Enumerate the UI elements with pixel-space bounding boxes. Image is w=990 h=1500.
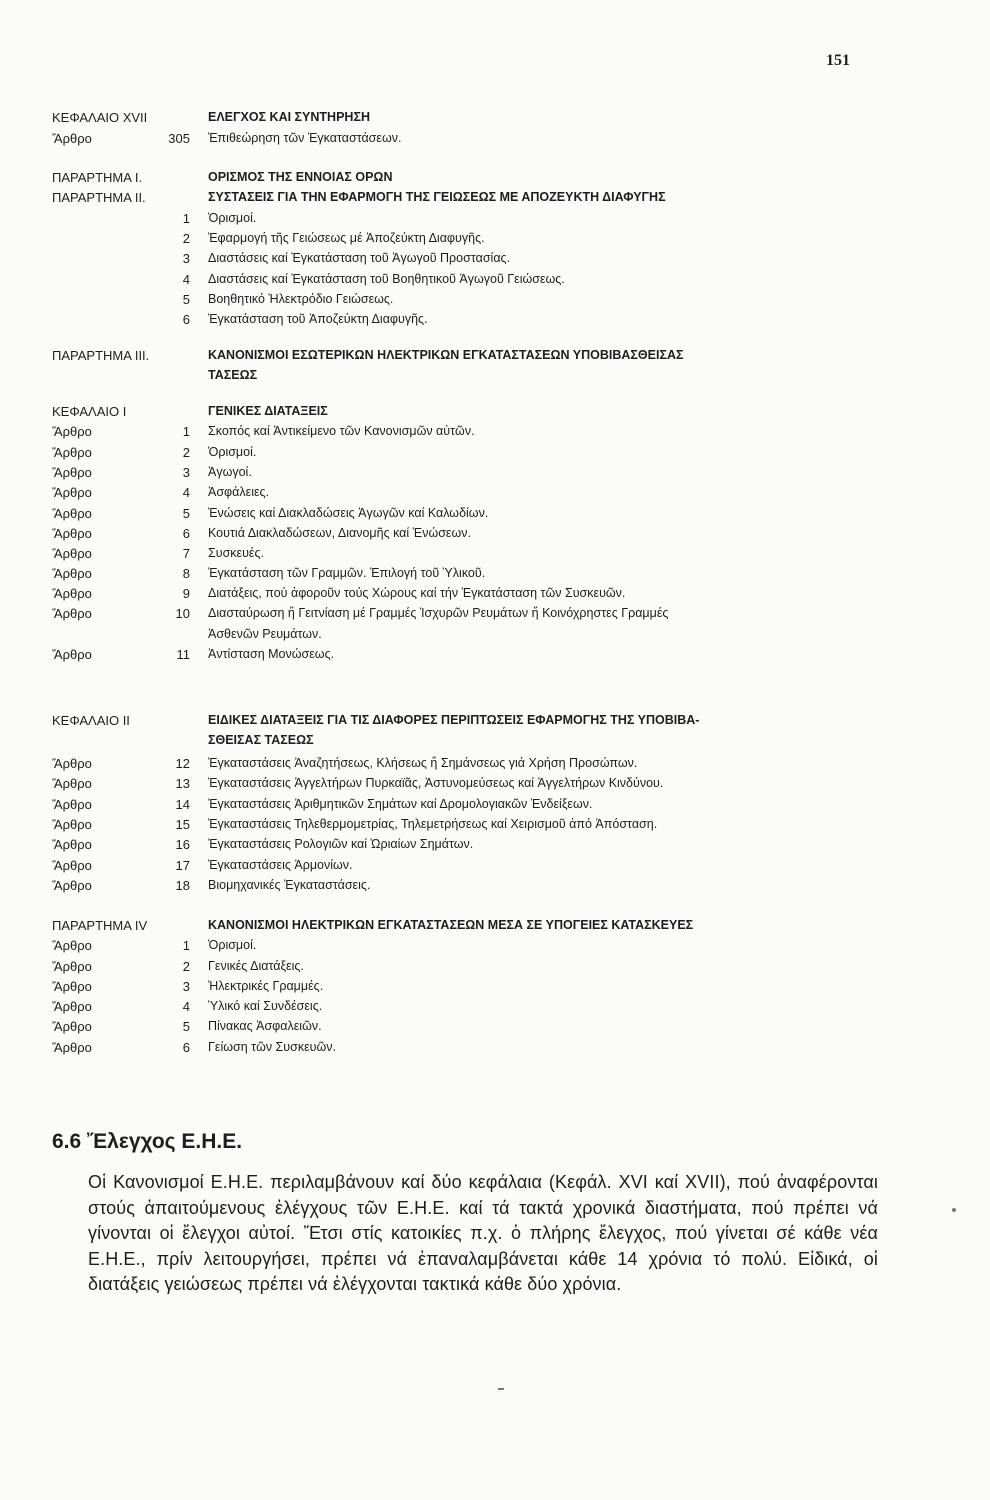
- toc-label: Ἄρθρο: [52, 647, 92, 662]
- toc-number: 2: [182, 959, 190, 974]
- toc-number: 13: [175, 776, 190, 791]
- toc-number: 16: [175, 837, 190, 852]
- toc-title: Διαστάσεις καί Ἐγκατάσταση τοῦ Βοηθητικοῦ Ἀγωγοῦ Γειώσεως.: [208, 272, 565, 286]
- toc-label: Ἄρθρο: [52, 979, 92, 994]
- toc-title: Ὁρισμοί.: [208, 445, 257, 459]
- toc-label: Ἄρθρο: [52, 776, 92, 791]
- toc-label: Ἄρθρο: [52, 606, 92, 621]
- toc-label: Ἄρθρο: [52, 756, 92, 771]
- toc-number: 3: [182, 465, 190, 480]
- toc-title: Συσκευές.: [208, 546, 265, 560]
- toc-title: Ἐγκαταστάσεις Ρολογιῶν καί Ὡριαίων Σημάτων.: [208, 837, 474, 851]
- toc-title: Ἐφαρμογή τῆς Γειώσεως μέ Ἀποζεύκτη Διαφυγῆς.: [208, 231, 485, 245]
- toc-label: Ἄρθρο: [52, 506, 92, 521]
- toc-title: Ἐγκαταστάσεις Ἀναζητήσεως, Κλήσεως ἤ Σημάνσεως γιά Χρήση Προσώπων.: [208, 756, 638, 770]
- toc-title: Διασταύρωση ἤ Γειτνίαση μέ Γραμμές Ἰσχυρῶν Ρευμάτων ἤ Κοινόχρηστες Γραμμές: [208, 606, 669, 620]
- toc-number: 12: [175, 756, 190, 771]
- toc-title: Ἀγωγοί.: [208, 465, 252, 479]
- toc-title: ΤΑΣΕΩΣ: [208, 368, 258, 382]
- toc-title: Βιομηχανικές Ἐγκαταστάσεις.: [208, 878, 371, 892]
- toc-title: Ἐγκαταστάσεις Ἀρμονίων.: [208, 858, 353, 872]
- toc-title: Διαστάσεις καί Ἐγκατάσταση τοῦ Ἀγωγοῦ Προστασίας.: [208, 251, 511, 265]
- margin-dot: [952, 1208, 956, 1212]
- toc-label: Ἄρθρο: [52, 546, 92, 561]
- section-heading: 6.6 Ἔλεγχος Ε.Η.Ε.: [52, 1130, 243, 1153]
- page-number: 151: [826, 52, 850, 69]
- toc-label: Ἄρθρο: [52, 445, 92, 460]
- toc-number: 3: [182, 979, 190, 994]
- toc-title: Γείωση τῶν Συσκευῶν.: [208, 1040, 336, 1054]
- toc-label: Ἄρθρο: [52, 424, 92, 439]
- toc-title: Διατάξεις, πού ἀφοροῦν τούς Χώρους καί τήν Ἐγκατάσταση τῶν Συσκευῶν.: [208, 586, 626, 600]
- toc-number: 10: [175, 606, 190, 621]
- toc-title: Ἐνώσεις καί Διακλαδώσεις Ἀγωγῶν καί Καλωδίων.: [208, 506, 489, 520]
- toc-number: 4: [182, 999, 190, 1014]
- toc-number: 1: [182, 211, 190, 226]
- toc-label: ΠΑΡΑΡΤΗΜΑ IV: [52, 918, 148, 933]
- toc-label: Ἄρθρο: [52, 878, 92, 893]
- toc-title: ΕΙΔΙΚΕΣ ΔΙΑΤΑΞΕΙΣ ΓΙΑ ΤΙΣ ΔΙΑΦΟΡΕΣ ΠΕΡΙΠΤΩΣΕΙΣ ΕΦΑΡΜΟΓΗΣ ΤΗΣ ΥΠΟΒΙΒΑ-: [208, 713, 700, 727]
- toc-number: 4: [182, 485, 190, 500]
- toc-label: Ἄρθρο: [52, 1019, 92, 1034]
- toc-title: Ἐγκαταστάσεις Ἀριθμητικῶν Σημάτων καί Δρομολογιακῶν Ἐνδείξεων.: [208, 797, 593, 811]
- toc-title: Σκοπός καί Ἀντικείμενο τῶν Κανονισμῶν αὐτῶν.: [208, 424, 475, 438]
- toc-title: ΓΕΝΙΚΕΣ ΔΙΑΤΑΞΕΙΣ: [208, 404, 328, 418]
- toc-number: 1: [182, 424, 190, 439]
- toc-number: 8: [182, 566, 190, 581]
- toc-number: 6: [182, 312, 190, 327]
- toc-title: Ἀσθενῶν Ρευμάτων.: [208, 627, 322, 641]
- toc-title: ΟΡΙΣΜΟΣ ΤΗΣ ΕΝΝΟΙΑΣ ΟΡΩΝ: [208, 170, 393, 184]
- toc-number: 11: [176, 647, 190, 662]
- toc-label: Ἄρθρο: [52, 1040, 92, 1055]
- toc-title: Ἀσφάλειες.: [208, 485, 270, 499]
- toc-title: Ἠλεκτρικές Γραμμές.: [208, 979, 324, 993]
- toc-label: Ἄρθρο: [52, 566, 92, 581]
- toc-label: Ἄρθρο: [52, 837, 92, 852]
- section-paragraph: Οἱ Κανονισμοί Ε.Η.Ε. περιλαμβάνουν καί δύο κεφάλαια (Κεφάλ. XVI καί XVII), πού ἀναφέρονται στούς ἀπαιτούμενους ἐλέγχους τῶν Ε.Η.Ε. καί τά τακτά χρονικά διαστήματα, πού πρέπει νά γίνονται οἱ ἔλεγχοι αὐτοί. Ἔτσι στίς κατοικίες π.χ. ὁ πλήρης ἔλεγχος, πού γίνεται σέ κάθε νέα Ε.Η.Ε., πρίν λειτουργήσει, πρέπει νά ἐπαναλαμβάνεται κάθε 14 χρόνια τό πολύ. Εἰδικά, οἱ διατάξεις γειώσεως πρέπει νά ἐλέγχονται τακτικά κάθε δύο χρόνια.: [88, 1172, 878, 1294]
- toc-label: ΚΕΦΑΛΑΙΟ Ι: [52, 404, 127, 419]
- toc-title: ΕΛΕΓΧΟΣ ΚΑΙ ΣΥΝΤΗΡΗΣΗ: [208, 110, 370, 124]
- toc-label: Ἄρθρο: [52, 131, 92, 146]
- toc-label: ΠΑΡΑΡΤΗΜΑ ΙΙΙ.: [52, 348, 150, 363]
- toc-label: Ἄρθρο: [52, 817, 92, 832]
- toc-title: Ἐγκατάσταση τῶν Γραμμῶν. Ἐπιλογή τοῦ Ὑλικοῦ.: [208, 566, 486, 580]
- toc-title: Πίνακας Ἀσφαλειῶν.: [208, 1019, 322, 1033]
- toc-title: Γενικές Διατάξεις.: [208, 959, 304, 973]
- toc-title: Ἐγκαταστάσεις Ἀγγελτήρων Πυρκαϊᾶς, Ἀστυνομεύσεως καί Ἀγγελτήρων Κινδύνου.: [208, 776, 664, 790]
- toc-title: Ἀντίσταση Μονώσεως.: [208, 647, 335, 661]
- toc-number: 2: [182, 231, 190, 246]
- toc-title: Ἐγκατάσταση τοῦ Ἀποζεύκτη Διαφυγῆς.: [208, 312, 428, 326]
- toc-title: Βοηθητικό Ἠλεκτρόδιο Γειώσεως.: [208, 292, 394, 306]
- toc-label: Ἄρθρο: [52, 465, 92, 480]
- toc-title: ΚΑΝΟΝΙΣΜΟΙ ΗΛΕΚΤΡΙΚΩΝ ΕΓΚΑΤΑΣΤΑΣΕΩΝ ΜΕΣΑ ΣΕ ΥΠΟΓΕΙΕΣ ΚΑΤΑΣΚΕΥΕΣ: [208, 918, 694, 932]
- toc-number: 4: [182, 272, 190, 287]
- toc-title: Ἐπιθεώρηση τῶν Ἐγκαταστάσεων.: [208, 131, 402, 145]
- toc-title: Ὁρισμοί.: [208, 211, 257, 225]
- toc-number: 5: [182, 1019, 190, 1034]
- toc-number: 3: [182, 251, 190, 266]
- toc-number: 5: [182, 506, 190, 521]
- toc-number: 305: [168, 131, 190, 146]
- toc-title: ΣΥΣΤΑΣΕΙΣ ΓΙΑ ΤΗΝ ΕΦΑΡΜΟΓΗ ΤΗΣ ΓΕΙΩΣΕΩΣ ΜΕ ΑΠΟΖΕΥΚΤΗ ΔΙΑΦΥΓΗΣ: [208, 190, 666, 204]
- toc-title: Ὁρισμοί.: [208, 938, 257, 952]
- toc-title: Ἐγκαταστάσεις Τηλεθερμομετρίας, Τηλεμετρήσεως καί Χειρισμοῦ ἀπό Ἀπόσταση.: [208, 817, 658, 831]
- toc-number: 1: [182, 938, 190, 953]
- toc-label: Ἄρθρο: [52, 526, 92, 541]
- toc-label: Ἄρθρο: [52, 586, 92, 601]
- toc-label: Ἄρθρο: [52, 999, 92, 1014]
- toc-number: 9: [182, 586, 190, 601]
- toc-label: ΠΑΡΑΡΤΗΜΑ Ι.: [52, 170, 143, 185]
- toc-title: ΣΘΕΙΣΑΣ ΤΑΣΕΩΣ: [208, 733, 314, 747]
- toc-number: 7: [182, 546, 190, 561]
- toc-label: Ἄρθρο: [52, 485, 92, 500]
- toc-label: Ἄρθρο: [52, 938, 92, 953]
- toc-label: Ἄρθρο: [52, 797, 92, 812]
- toc-number: 5: [182, 292, 190, 307]
- toc-label: Ἄρθρο: [52, 959, 92, 974]
- toc-number: 6: [182, 526, 190, 541]
- toc-number: 17: [175, 858, 190, 873]
- toc-title: Κουτιά Διακλαδώσεων, Διανομῆς καί Ἐνώσεων.: [208, 526, 471, 540]
- toc-number: 18: [175, 878, 190, 893]
- toc-label: ΚΕΦΑΛΑΙΟ XVII: [52, 110, 148, 125]
- toc-number: 2: [182, 445, 190, 460]
- toc-label: ΠΑΡΑΡΤΗΜΑ ΙΙ.: [52, 190, 146, 205]
- toc-number: 15: [175, 817, 190, 832]
- toc-title: Ὑλικό καί Συνδέσεις.: [208, 999, 323, 1013]
- toc-title: ΚΑΝΟΝΙΣΜΟΙ ΕΣΩΤΕΡΙΚΩΝ ΗΛΕΚΤΡΙΚΩΝ ΕΓΚΑΤΑΣΤΑΣΕΩΝ ΥΠΟΒΙΒΑΣΘΕΙΣΑΣ: [208, 348, 684, 362]
- toc-label: ΚΕΦΑΛΑΙΟ ΙΙ: [52, 713, 130, 728]
- toc-label: Ἄρθρο: [52, 858, 92, 873]
- toc-number: 6: [182, 1040, 190, 1055]
- stray-mark: [498, 1388, 504, 1390]
- toc-number: 14: [175, 797, 190, 812]
